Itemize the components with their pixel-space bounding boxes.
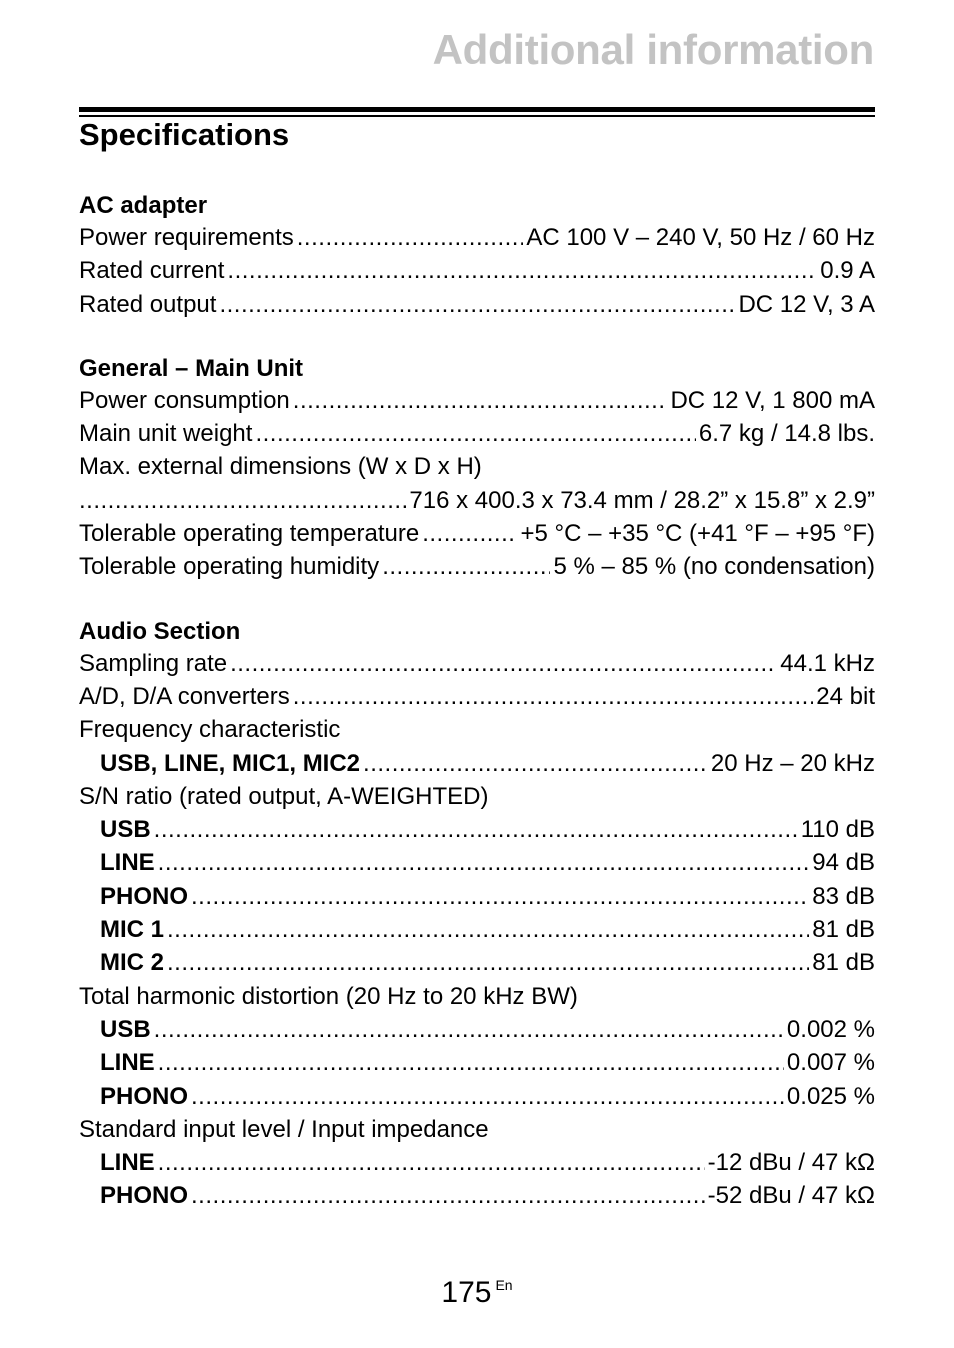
spec-value: -52 dBu / 47 kΩ xyxy=(707,1182,875,1210)
dot-leader xyxy=(219,288,735,321)
spec-row xyxy=(79,550,875,583)
spec-row-heading xyxy=(79,450,875,483)
spec-label: Max. external dimensions (W x D x H) xyxy=(79,453,482,481)
spec-value: 94 dB xyxy=(812,849,875,877)
dot-leader xyxy=(297,221,524,254)
spec-value: 81 dB xyxy=(812,916,875,944)
spec-value: +5 °C – +35 °C (+41 °F – +95 °F) xyxy=(520,520,875,548)
spec-label: Tolerable operating temperature xyxy=(79,520,420,548)
dot-leader xyxy=(158,1046,784,1079)
spec-label: Sampling rate xyxy=(79,649,228,677)
spec-label: USB xyxy=(100,816,151,844)
spec-value: 6.7 kg / 14.8 lbs. xyxy=(698,420,875,448)
spec-value: 20 Hz – 20 kHz xyxy=(710,749,875,777)
spec-row xyxy=(79,288,875,321)
spec-label: USB, LINE, MIC1, MIC2 xyxy=(100,749,361,777)
dot-leader xyxy=(167,913,809,946)
spec-label: Rated output xyxy=(79,290,217,318)
spec-row-sub xyxy=(79,913,875,946)
spec-label: PHONO xyxy=(100,1182,189,1210)
dot-leader xyxy=(158,1146,705,1179)
spec-label: USB xyxy=(100,1015,151,1043)
spec-label: LINE xyxy=(100,1049,155,1077)
spec-row-sub xyxy=(79,1046,875,1079)
spec-value: AC 100 V – 240 V, 50 Hz / 60 Hz xyxy=(526,224,875,251)
dot-leader xyxy=(167,946,809,979)
spec-content xyxy=(79,191,875,1246)
spec-row-heading xyxy=(79,780,875,813)
spec-label: S/N ratio (rated output, A-WEIGHTED) xyxy=(79,782,489,810)
spec-value: 716 x 400.3 x 73.4 mm / 28.2” x 15.8” x 2.9” xyxy=(409,486,875,514)
spec-value: 0.002 % xyxy=(786,1015,875,1043)
spec-row-sub xyxy=(79,946,875,979)
spec-label: Standard input level / Input impedance xyxy=(79,1115,489,1143)
spec-value: 81 dB xyxy=(812,949,875,977)
spec-value: DC 12 V, 1 800 mA xyxy=(670,386,875,414)
spec-row-sub xyxy=(79,1013,875,1046)
spec-value: 0.9 A xyxy=(820,257,875,285)
spec-group-ac-adapter xyxy=(79,191,875,321)
spec-label: MIC 2 xyxy=(100,949,165,977)
spec-label: Rated current xyxy=(79,257,225,285)
dot-leader xyxy=(293,384,668,417)
spec-row-sub xyxy=(79,747,875,780)
group-heading: Audio Section xyxy=(79,617,241,645)
header-rule xyxy=(79,107,875,112)
spec-label: Power requirements xyxy=(79,224,294,251)
spec-row-sub xyxy=(79,1179,875,1212)
spec-label: MIC 1 xyxy=(100,916,165,944)
dot-leader xyxy=(191,1179,705,1212)
dot-leader xyxy=(382,550,550,583)
spec-row-sub xyxy=(79,813,875,846)
spec-row xyxy=(79,680,875,713)
group-heading: General – Main Unit xyxy=(79,354,304,382)
page-number: 175 xyxy=(441,1276,492,1309)
dot-leader xyxy=(158,846,810,879)
group-heading: AC adapter xyxy=(79,192,208,219)
spec-row-sub xyxy=(79,1080,875,1113)
spec-label: Total harmonic distortion (20 Hz to 20 kHz BW) xyxy=(79,982,578,1010)
dot-leader xyxy=(227,254,817,287)
spec-value: 83 dB xyxy=(812,882,875,910)
spec-row-sub xyxy=(79,880,875,913)
dot-leader xyxy=(191,880,809,913)
spec-value: 5 % – 85 % (no condensation) xyxy=(553,553,875,581)
spec-row xyxy=(79,384,875,417)
spec-label: PHONO xyxy=(100,882,189,910)
page-footer xyxy=(0,1276,954,1310)
spec-row xyxy=(79,254,875,287)
header-title: Additional information xyxy=(432,26,874,73)
spec-row-heading xyxy=(79,980,875,1013)
spec-label: Power consumption xyxy=(79,386,290,414)
spec-label: A/D, D/A converters xyxy=(79,682,290,710)
dot-leader xyxy=(154,813,798,846)
spec-label: LINE xyxy=(100,1149,155,1177)
spec-row-heading xyxy=(79,713,875,746)
dot-leader xyxy=(363,747,708,780)
spec-row xyxy=(79,221,875,254)
spec-value: 44.1 kHz xyxy=(780,649,875,677)
section-title: Specifications xyxy=(79,117,290,152)
spec-row xyxy=(79,417,875,450)
spec-row xyxy=(79,484,875,517)
spec-row-sub xyxy=(79,1146,875,1179)
spec-value: 110 dB xyxy=(800,816,875,844)
dot-leader xyxy=(79,484,406,517)
spec-row-heading xyxy=(79,1113,875,1146)
spec-label: Main unit weight xyxy=(79,420,253,448)
spec-value: DC 12 V, 3 A xyxy=(738,290,875,318)
page-language: En xyxy=(495,1277,513,1293)
dot-leader xyxy=(230,647,777,680)
spec-group-general xyxy=(79,354,875,584)
spec-value: 0.007 % xyxy=(786,1049,875,1077)
spec-value: 0.025 % xyxy=(786,1082,875,1110)
dot-leader xyxy=(255,417,695,450)
spec-label: Tolerable operating humidity xyxy=(79,553,380,581)
dot-leader xyxy=(293,680,814,713)
spec-value: 24 bit xyxy=(816,682,875,710)
spec-group-audio xyxy=(79,617,875,1213)
spec-value: -12 dBu / 47 kΩ xyxy=(707,1149,875,1177)
dot-leader xyxy=(191,1080,784,1113)
spec-label: PHONO xyxy=(100,1082,189,1110)
spec-row xyxy=(79,517,875,550)
dot-leader xyxy=(154,1013,784,1046)
dot-leader xyxy=(422,517,517,550)
spec-row-sub xyxy=(79,846,875,879)
spec-label: Frequency characteristic xyxy=(79,716,341,744)
spec-row xyxy=(79,647,875,680)
spec-label: LINE xyxy=(100,849,155,877)
